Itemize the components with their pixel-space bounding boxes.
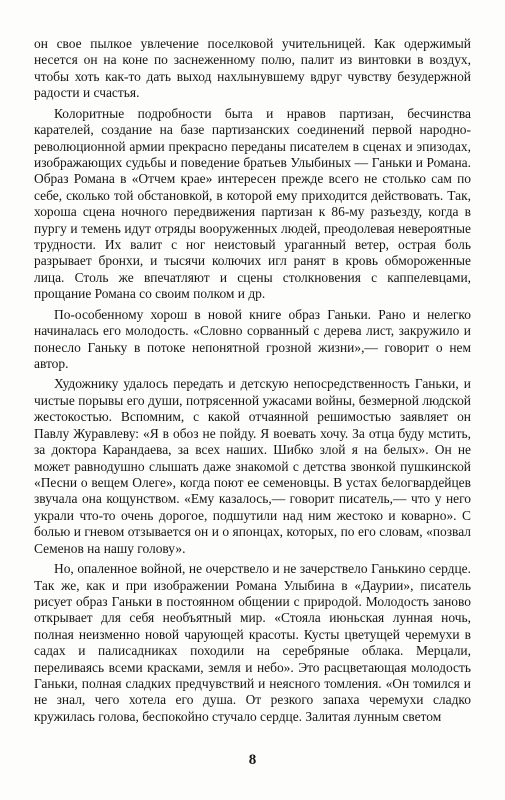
paragraph-ganka-soul: Художнику удалось передать и детскую непосредственность Ганьки, и чистые порывы его души, потрясенной ужасами войны, безмерной людской жестокостью. Вспомним, с какой отчаянной решимостью заявляет он Павлу Журавлеву: «Я в обоз не пойду. Я воевать хочу. За отца буду мстить, за доктора Карандаева, за всех наших. Шибко злой я на белых». Он не может равнодушно слышать даже знакомой с детства звонкой пушкинской «Песни о вещем Олеге», когда поют ее семеновцы. В устах белогвардейцев звучала она кощунством. «Ему казалось,— говорит писатель,— что у него украли что-то очень дорогое, подшутили над ним жестоко и коварно». С болью и гневом отзывается он и о японцах, которых, по его словам, «позвал Семенов на нашу голову».: [34, 376, 471, 556]
body-text: [34, 36, 471, 729]
paragraph-partisans: Колоритные подробности быта и нравов партизан, бесчинства карателей, создание на базе партизанских соединений первой народно-революционной армии прекрасно переданы писателем в сценах и эпизодах, изображающих судьбы и поведение братьев Улыбиных — Ганьки и Романа. Образ Романа в «Отчем крае» интересен прежде всего не столько сам по себе, сколько той обстановкой, в которой ему приходится действовать. Так, хороша сцена ночного передвижения партизан к 86-му разъезду, когда в пургу и темень идут отряды вооруженных людей, преодолевая невероятные трудности. Их валит с ног неистовый ураганный ветер, острая боль разрывает бронхи, и тысячи колючих игл ранят в кровь обмороженные лица. Столь же впечатляют и сцены столкновения с каппелевцами, прощание Романа со своим полком и др.: [34, 105, 471, 302]
paragraph-continuation: он свое пылкое увлечение поселковой учительницей. Как одержимый несется он на коне по заснеженному полю, палит из винтовки в воздух, чтобы хоть как-то дать выход нахлынувшему вдруг чувству безудержной радости и счастья.: [34, 36, 471, 101]
page-number: 8: [248, 752, 257, 768]
paragraph-ganka-heart: Но, опаленное войной, не очерствело и не зачерствело Ганькино сердце. Так же, как и при изображении Романа Улыбина в «Даурии», писатель рисует образ Ганьки в постоянном общении с природой. Молодость заново открывает для себя необъятный мир. «Стояла июньская лунная ночь, полная неизменно новой чарующей красоты. Кусты цветущей черемухи в садах и палисадниках походили на серебряные облака. Мерцали, переливаясь всеми красками, земля и небо». Это расцветающая молодость Ганьки, полная сладких предчувствий и неясного томления. «Он томился и не знал, чего хотела его душа. От резкого запаха черемухи сладко кружилась голова, беспокойно стучало сердце. Залитая лунным светом: [34, 561, 471, 724]
paragraph-ganka-image: По-особенному хорош в новой книге образ Ганьки. Рано и нелегко начиналась его молодость. «Словно сорванный с дерева лист, закружило и понесло Ганьку в потоке непонятной грозной жизни»,— говорит о нем автор.: [34, 306, 471, 372]
